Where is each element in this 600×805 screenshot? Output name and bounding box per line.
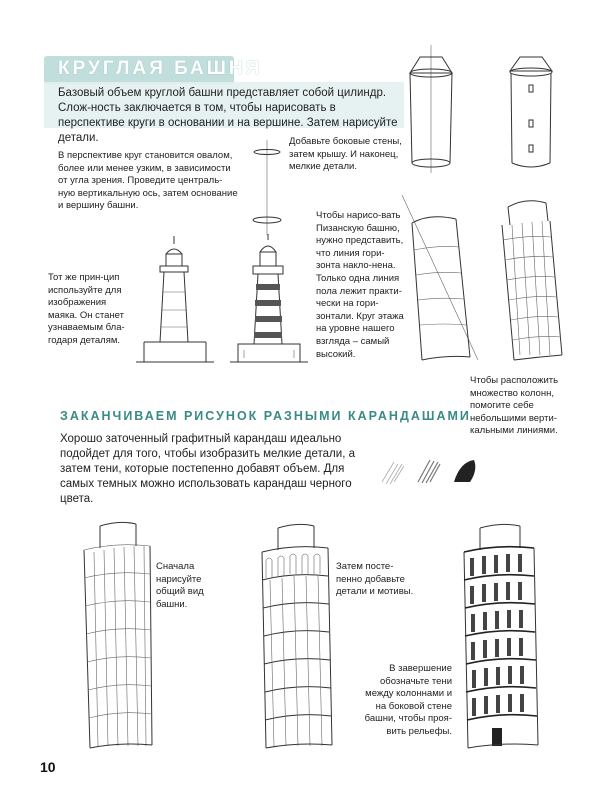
lighthouse-sketch-1 <box>136 232 216 372</box>
pisa-tower-step1 <box>70 520 160 755</box>
note-circle: В перспективе круг становится овалом, более или менее узким, в зависимости от угла зрения. Проведите централь-ную вертикальную ось, затем основание и вершину башни. <box>58 150 238 212</box>
lighthouse-sketch-2 <box>230 232 310 372</box>
pisa-tower-step3 <box>448 520 548 755</box>
cylinder-sketch-2 <box>500 45 560 175</box>
section-intro: Базовый объем круглой башни представляет собой цилиндр. Слож-ность заключается в том, чтобы нарисовать в перспективе круги в основании и на вершине. Затем нарисуйте детали. <box>58 87 398 144</box>
page-number: 10 <box>40 759 56 775</box>
note-pisa: Чтобы нарисо-вать Пизанскую башню, нужно представить, что линия гори-зонта накло-нена. Только одна линия пола лежит практи-чески на гори-зонтали. Круг этажа на уровне нашего взгляда – самый высокий. <box>316 210 404 360</box>
axis-ellipses-sketch <box>240 140 300 240</box>
section-title: КРУГЛАЯ БАШНЯ <box>58 58 263 79</box>
note-step2: Затем посте-пенно добавьте детали и мотивы. <box>336 561 414 598</box>
note-step1: Сначала нарисуйте общий вид башни. <box>156 561 204 610</box>
cylinder-sketch-1 <box>400 45 460 175</box>
leaning-cylinder-sketch <box>400 195 480 365</box>
leaning-tower-sketch <box>490 195 570 365</box>
section2-title: ЗАКАНЧИВАЕМ РИСУНОК РАЗНЫМИ КАРАНДАШАМИ <box>60 409 471 423</box>
section2-intro: Хорошо заточенный графитный карандаш идеально подойдет для того, чтобы изобразить мелкие детали, а затем тени, которые постепенно добавят объем. Для самых темных можно использовать карандаш черного цвета. <box>60 433 355 505</box>
note-step3: В завершение обозначьте тени между колоннами и на боковой стене башни, чтобы проя-вить рельефы. <box>364 663 452 737</box>
note-walls: Добавьте боковые стены, затем крышу. И наконец, мелкие детали. <box>289 136 402 173</box>
pencil-swatches <box>378 452 488 492</box>
note-lighthouse: Тот же прин-цип используйте для изображения маяка. Он станет узнаваемым бла-годаря деталям. <box>48 272 125 346</box>
note-columns: Чтобы расположить множество колонн, помогите себе небольшими верти-кальными линиями. <box>470 375 559 437</box>
pisa-tower-step2 <box>248 520 338 755</box>
